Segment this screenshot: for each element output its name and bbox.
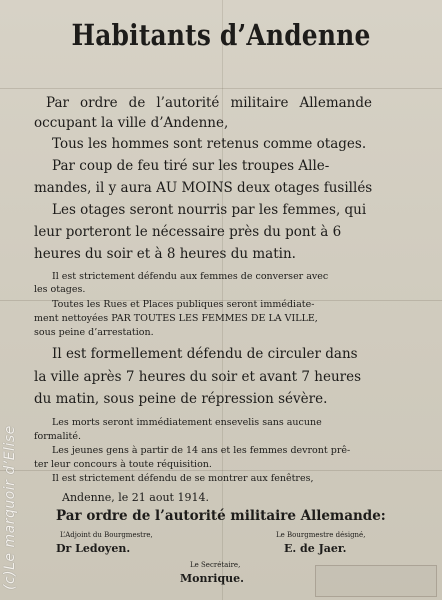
order-line: Par ordre de l’autorité militaire Allemande:: [56, 508, 386, 524]
text-line: sous peine d’arrestation.: [34, 327, 154, 338]
text-line: du matin, sous peine de répression sévère.: [34, 391, 328, 407]
text-line: Toutes les Rues et Places publiques seront immédiate-: [52, 299, 315, 310]
poster-title: Habitants d’Andenne: [71, 18, 371, 52]
text-line: Par ordre de l’autorité militaire Allemande: [46, 95, 372, 111]
text-line: leur porteront le nécessaire près du pont à 6: [34, 224, 342, 240]
text-line: ter leur concours à toute réquisition.: [34, 459, 212, 470]
text-line: heures du soir et à 8 heures du matin.: [34, 246, 296, 262]
signature-center-name: Monrique.: [180, 572, 245, 585]
text-line: Les morts seront immédiatement ensevelis sans aucune: [52, 417, 322, 428]
text-line: Les otages seront nourris par les femmes, qui: [52, 202, 367, 218]
text-line: Il est formellement défendu de circuler dans: [52, 346, 358, 362]
text-line: la ville après 7 heures du soir et avant 7 heures: [34, 369, 362, 385]
text-line: occupant la ville d’Andenne,: [34, 115, 229, 131]
paper-fold: [0, 88, 442, 89]
signature-left-name: Dr Ledoyen.: [56, 542, 131, 555]
paper-patch: [315, 565, 437, 597]
signature-left-role: L’Adjoint du Bourgmestre,: [60, 531, 153, 539]
text-line: ment nettoyées PAR TOUTES LES FEMMES DE LA VILLE,: [34, 313, 318, 324]
signature-right-name: E. de Jaer.: [284, 542, 347, 555]
signature-center-role: Le Secrétaire,: [190, 561, 241, 569]
signature-right-role: Le Bourgmestre désigné,: [276, 531, 366, 539]
text-line: Il est strictement défendu de se montrer aux fenêtres,: [52, 473, 314, 484]
text-line: formalité.: [34, 431, 81, 442]
text-line: Par coup de feu tiré sur les troupes Alle-: [52, 158, 330, 174]
text-line: Il est strictement défendu aux femmes de converser avec: [52, 271, 329, 282]
text-line: Tous les hommes sont retenus comme otages.: [52, 136, 367, 152]
paper-fold: [0, 470, 442, 471]
watermark: (c)Le marquoir d’Elise: [2, 425, 18, 590]
date-line: Andenne, le 21 aout 1914.: [62, 491, 209, 504]
text-line: les otages.: [34, 284, 86, 295]
text-line: Les jeunes gens à partir de 14 ans et les femmes devront prê-: [52, 445, 351, 456]
text-line: mandes, il y aura AU MOINS deux otages fusillés: [34, 180, 373, 196]
